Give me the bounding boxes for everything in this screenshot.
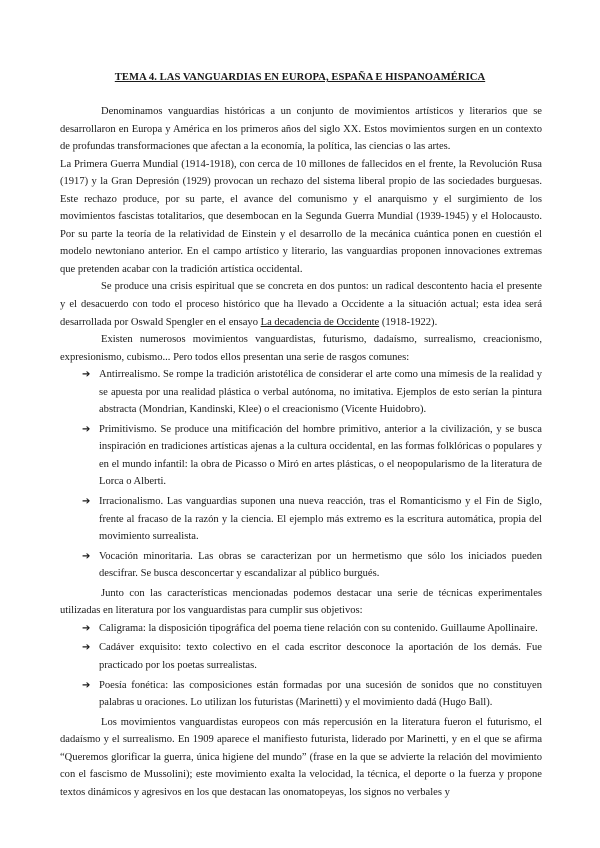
list-item-text: Cadáver exquisito: texto colectivo en el cada escritor desconoce la aportación de los demás. Fue practicado por los poetas surrealistas.: [99, 642, 542, 671]
list-item-text: Primitivismo. Se produce una mitificación del hombre primitivo, anterior a la civilización, y se busca inspiración en tradiciones artísticas ajenas a la cultura occidental, en las formas folklóricas o populares y en el mundo infantil: la obra de Picasso o Miró en artes plásticas, o el neopopularismo de la literatura de Lorca o Alberti.: [99, 423, 542, 488]
paragraph-context: La Primera Guerra Mundial (1914-1918), con cerca de 10 millones de fallecidos en el frente, la Revolución Rusa (1917) y la Gran Depresión (1929) provocan un rechazo del sistema liberal propio de las sociedades burguesas. Este rechazo produce, por su parte, el avance del comunismo y el anarquismo y el surgimiento de los movimientos fascistas totalitarios, que desembocan en la Segunda Guerra Mundial (1939-1945) y el Holocausto. Por su parte la teoría de la relatividad de Einstein y el desarrollo de la mecánica cuántica ponen en cuestión el modelo newtoniano anterior. En el campo artístico y literario, las vanguardias proponen innovaciones extremas que pretenden acabar con la tradición artística occidental.: [60, 158, 542, 275]
list-item: [60, 677, 542, 712]
paragraph-techniques: Junto con las características mencionadas podemos destacar una serie de técnicas experimentales utilizadas en literatura por los vanguardistas para cumplir sus objetivos:: [60, 587, 542, 617]
paragraph-european-movements: Los movimientos vanguardistas europeos con más repercusión en la literatura fueron el futurismo, el dadaísmo y el surrealismo. En 1909 aparece el manifiesto futurista, liderado por Marinetti, y en el que se afirma “Queremos glorificar la guerra, única higiene del mundo” (frase en la que se advierte la relación del movimiento con el fascismo de Mussolini); este movimiento exalta la velocidad, la técnica, el deporte o la fuerza y propone textos dinámicos y agresivos en los que destacan las onomatopeyas, los signos no verbales y: [60, 716, 542, 798]
arrow-bullet-icon: ➔: [82, 550, 91, 562]
paragraph-crisis-text: Se produce una crisis espiritual que se concreta en dos puntos: un radical descontento hacia el presente y el desacuerdo con todo el proceso histórico que ha llevado a Occidente a la situación actual; esta idea será desarrollada por Oswald Spengler en el ensayo: [60, 281, 542, 328]
list-item-text: Poesía fonética: las composiciones están formadas por una sucesión de sonidos que no constituyen palabras u oraciones. Lo utilizan los futuristas (Marinetti) y el movimiento dadá (Hugo Ball).: [99, 679, 542, 709]
paragraph-movements: Existen numerosos movimientos vanguardistas, futurismo, dadaísmo, surrealismo, creacionismo, expresionismo, cubismo... Pero todos ellos presentan una serie de rasgos comunes:: [60, 334, 542, 363]
list-item: [60, 366, 542, 419]
arrow-bullet-icon: ➔: [82, 496, 91, 508]
list-item-text: Irracionalismo. Las vanguardias suponen una nueva reacción, tras el Romanticismo y el Fin de Siglo, frente al fracaso de la razón y la ciencia. El ejemplo más extremo es la escritura automática, propia del movimiento surrealista.: [99, 496, 542, 543]
list-item-text: Caligrama: la disposición tipográfica del poema tiene relación con su contenido. Guillaume Apollinaire.: [99, 622, 538, 634]
document-body: [60, 103, 542, 801]
list-item-text: Antirrealismo. Se rompe la tradición aristotélica de considerar el arte como una mímesis de la realidad y se apuesta por una realidad plástica o verbal autónoma, no imitativa. Ejemplos de esto serían la pintura abstracta (Mondrian, Kandinski, Klee) o el creacionismo (Vicente Huidobro).: [99, 369, 542, 416]
arrow-bullet-icon: ➔: [82, 642, 91, 654]
arrow-bullet-icon: ➔: [82, 622, 91, 634]
paragraph-crisis-end: (1918-1922).: [379, 316, 438, 328]
book-title: La decadencia de Occidente: [260, 316, 380, 328]
paragraph-crisis: [60, 278, 542, 331]
list-item: [60, 493, 542, 546]
list-item: [60, 421, 542, 491]
list-item-text: Vocación minoritaria. Las obras se caracterizan por un hermetismo que sólo los iniciados pueden descifrar. Se busca desconcertar y escandalizar al público burgués.: [99, 550, 542, 580]
techniques-list: [60, 620, 542, 712]
list-item: [60, 620, 542, 638]
page-title: TEMA 4. LAS VANGUARDIAS EN EUROPA, ESPAÑA E HISPANOAMÉRICA: [114, 72, 486, 83]
arrow-bullet-icon: ➔: [82, 679, 91, 691]
traits-list: [60, 366, 542, 583]
list-item: [60, 639, 542, 674]
list-item: [60, 548, 542, 583]
arrow-bullet-icon: ➔: [82, 423, 91, 435]
arrow-bullet-icon: ➔: [82, 369, 91, 381]
paragraph-intro: Denominamos vanguardias históricas a un conjunto de movimientos artísticos y literarios que se desarrollaron en Europa y América en los primeros años del siglo XX. Estos movimientos surgen en un contexto de profundas transformaciones que afectan a la economía, la política, las ciencias o las artes.: [60, 106, 542, 153]
